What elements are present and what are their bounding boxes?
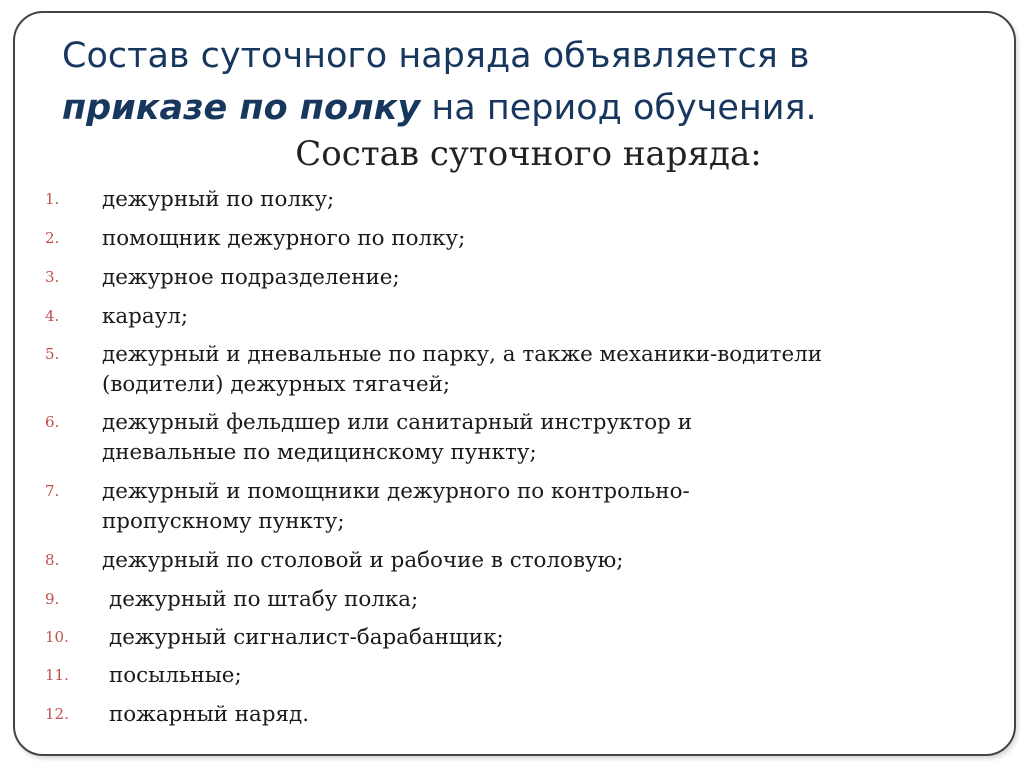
list-item-text: дежурное подразделение; (102, 265, 400, 289)
list-item-number: 1. (45, 190, 60, 208)
list-item-text: дежурный и помощники дежурного по контрольно- (102, 479, 690, 503)
list-item-text: дежурный по столовой и рабочие в столовую; (102, 548, 624, 572)
title-line-2-rest: на период обучения. (420, 88, 817, 128)
list-item-number: 7. (45, 482, 60, 500)
list-item-text: посыльные; (109, 663, 242, 687)
list-item-number: 3. (45, 268, 60, 286)
list-heading: Состав суточного наряда: (295, 134, 762, 174)
list-item-text: дежурный фельдшер или санитарный инструктор и (102, 410, 692, 434)
list-item-number: 10. (45, 628, 69, 646)
list-item-number: 4. (45, 307, 60, 325)
list-item-text: караул; (102, 304, 189, 328)
list-item-number: 6. (45, 413, 60, 431)
list-item-text: дежурный по штабу полка; (109, 587, 419, 611)
list-item-number: 12. (45, 705, 69, 723)
list-item-number: 11. (45, 666, 69, 684)
list-item-text: дежурный и дневальные по парку, а также механики-водители (102, 342, 823, 366)
list-item-text-continued: пропускному пункту; (102, 509, 345, 533)
title-line-1: Состав суточного наряда объявляется в (62, 36, 810, 76)
list-item-number: 8. (45, 551, 60, 569)
list-item-text: пожарный наряд. (109, 702, 310, 726)
list-item-text: дежурный сигналист-барабанщик; (109, 625, 504, 649)
list-item-number: 2. (45, 229, 60, 247)
list-item-number: 9. (45, 590, 60, 608)
list-item-text-continued: дневальные по медицинскому пункту; (102, 440, 537, 464)
list-item-text: помощник дежурного по полку; (102, 226, 466, 250)
list-item-text-continued: (водители) дежурных тягачей; (102, 372, 451, 396)
list-item-number: 5. (45, 345, 60, 363)
title-emphasis: приказе по полку (62, 88, 421, 128)
list-item-text: дежурный по полку; (102, 187, 335, 211)
